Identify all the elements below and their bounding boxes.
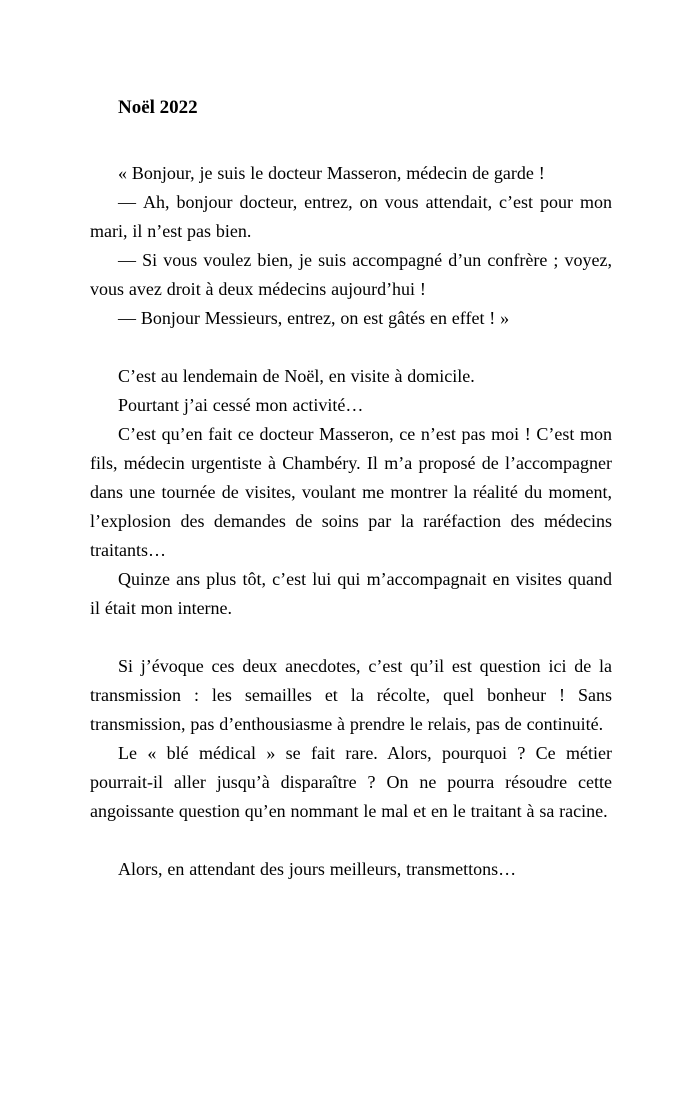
- paragraph: C’est au lendemain de Noël, en visite à domicile.: [118, 366, 475, 386]
- paragraph: C’est qu’en fait ce docteur Masseron, ce n’est pas moi ! C’est mon fils, médecin urgentiste à Chambéry. Il m’a proposé de l’accompagner dans une tournée de visites, voulant me montrer la réalité du moment, l’explosion des demandes de soins par la raréfaction des médecins traitants…: [90, 424, 612, 560]
- paragraph: — Si vous voulez bien, je suis accompagné d’un confrère ; voyez, vous avez droit à deux médecins aujourd’hui !: [90, 250, 612, 299]
- paragraph: Alors, en attendant des jours meilleurs, transmettons…: [118, 859, 517, 879]
- dialogue-block: [90, 159, 612, 333]
- paragraph: « Bonjour, je suis le docteur Masseron, médecin de garde !: [118, 163, 545, 183]
- narrative-block: [90, 362, 612, 623]
- paragraph: Quinze ans plus tôt, c’est lui qui m’accompagnait en visites quand il était mon interne.: [90, 569, 612, 618]
- paragraph: Si j’évoque ces deux anecdotes, c’est qu’il est question ici de la transmission : les semailles et la récolte, quel bonheur ! Sans transmission, pas d’enthousiasme à prendre le relais, pas de continuité.: [90, 656, 612, 734]
- paragraph: — Bonjour Messieurs, entrez, on est gâtés en effet ! »: [118, 308, 510, 328]
- paragraph: Pourtant j’ai cessé mon activité…: [118, 395, 364, 415]
- closing-block: [90, 855, 612, 884]
- reflection-block: [90, 652, 612, 826]
- paragraph: — Ah, bonjour docteur, entrez, on vous attendait, c’est pour mon mari, il n’est pas bien.: [90, 192, 612, 241]
- paragraph: Le « blé médical » se fait rare. Alors, pourquoi ? Ce métier pourrait-il aller jusqu’à disparaître ? On ne pourra résoudre cette angoissante question qu’en nommant le mal et en le traitant à sa racine.: [90, 743, 612, 821]
- chapter-title: Noël 2022: [118, 97, 198, 118]
